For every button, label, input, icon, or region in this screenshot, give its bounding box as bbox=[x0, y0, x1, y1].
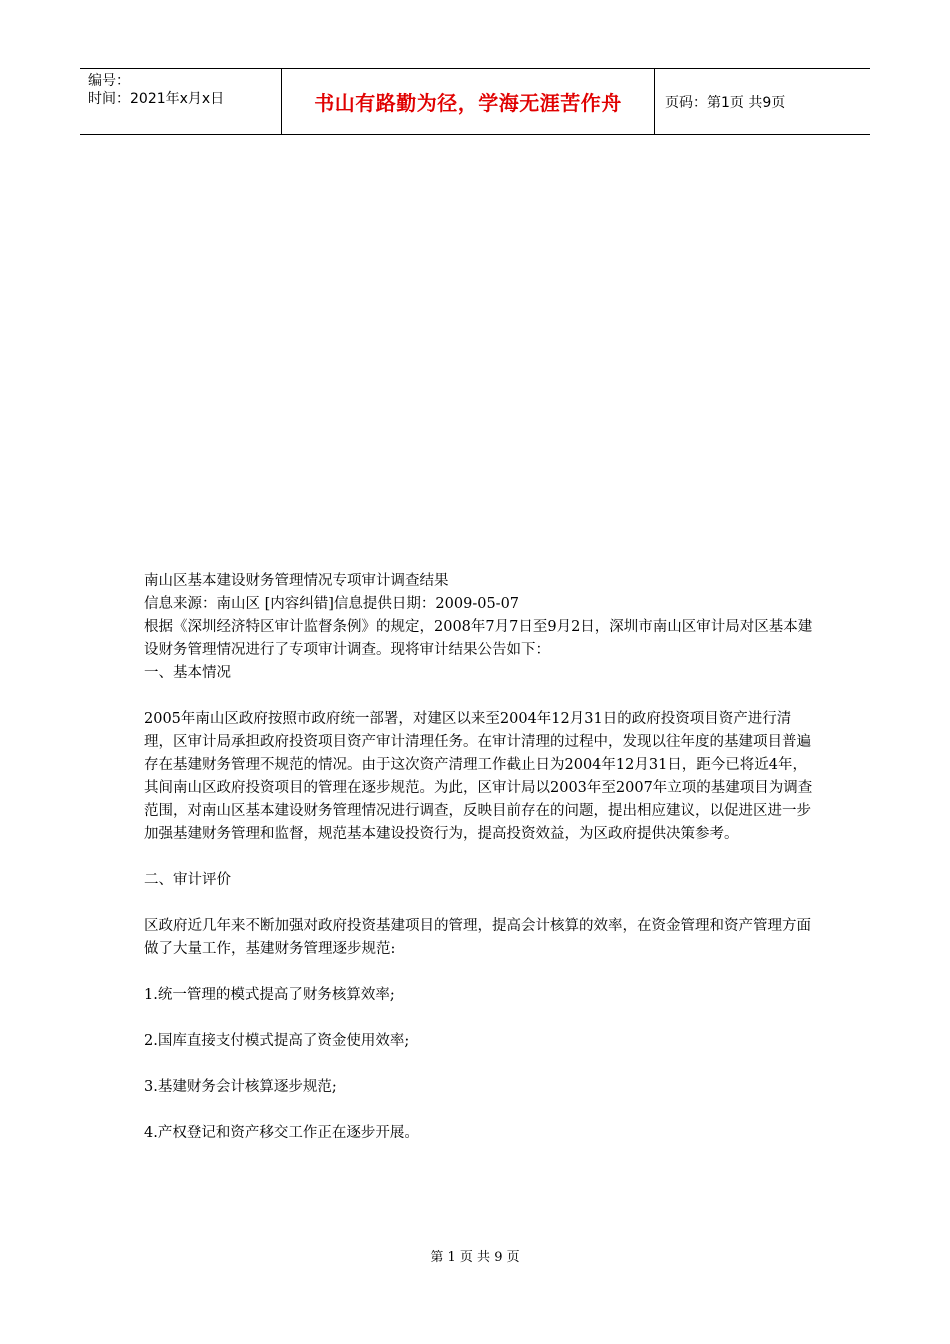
page-footer bbox=[0, 1246, 950, 1265]
document-source: 信息来源：南山区 [内容纠错]信息提供日期：2009-05-07 bbox=[144, 596, 520, 612]
document-body bbox=[144, 570, 814, 1145]
section2-body: 区政府近几年来不断加强对政府投资基建项目的管理，提高会计核算的效率，在资金管理和资产管理方面做了大量工作，基建财务管理逐步规范: bbox=[144, 918, 811, 957]
section1-heading: 一、基本情况 bbox=[144, 665, 231, 681]
number-label: 编号： bbox=[88, 73, 130, 89]
document-intro: 根据《深圳经济特区审计监督条例》的规定，2008年7月7日至9月2日，深圳市南山区审计局对区基本建设财务管理情况进行了专项审计调查。现将审计结果公告如下： bbox=[144, 619, 813, 658]
page-label: 页码：第1页 共9页 bbox=[665, 94, 786, 111]
header-table bbox=[80, 68, 870, 135]
list-item: 4.产权登记和资产移交工作正在逐步开展。 bbox=[144, 1125, 419, 1141]
header-motto-cell bbox=[281, 69, 655, 134]
list-item: 1.统一管理的模式提高了财务核算效率; bbox=[144, 987, 395, 1003]
time-label: 时间：2021年x月x日 bbox=[88, 91, 225, 107]
list-item: 2.国库直接支付模式提高了资金使用效率; bbox=[144, 1033, 410, 1049]
motto: 书山有路勤为径，学海无涯苦作舟 bbox=[314, 91, 622, 115]
footer-page-number: 第 1 页 共 9 页 bbox=[430, 1250, 520, 1265]
document-title: 南山区基本建设财务管理情况专项审计调查结果 bbox=[144, 573, 449, 589]
section1-body: 2005年南山区政府按照市政府统一部署，对建区以来至2004年12月31日的政府投资项目资产进行清理，区审计局承担政府投资项目资产审计清理任务。在审计清理的过程中，发现以往年度的基建项目普遍存在基建财务管理不规范的情况。由于这次资产清理工作截止日为2004年12月31日，距今已将近4年，其间南山区政府投资项目的管理在逐步规范。为此，区审计局以2003年至2007年立项的基建项目为调查范围，对南山区基本建设财务管理情况进行调查，反映目前存在的问题，提出相应建议，以促进区进一步加强基建财务管理和监督，规范基本建设投资行为，提高投资效益，为区政府提供决策参考。 bbox=[144, 711, 813, 842]
header-page-cell bbox=[655, 69, 870, 134]
list-item: 3.基建财务会计核算逐步规范; bbox=[144, 1079, 337, 1095]
header-meta bbox=[80, 69, 281, 134]
section2-heading: 二、审计评价 bbox=[144, 872, 231, 888]
